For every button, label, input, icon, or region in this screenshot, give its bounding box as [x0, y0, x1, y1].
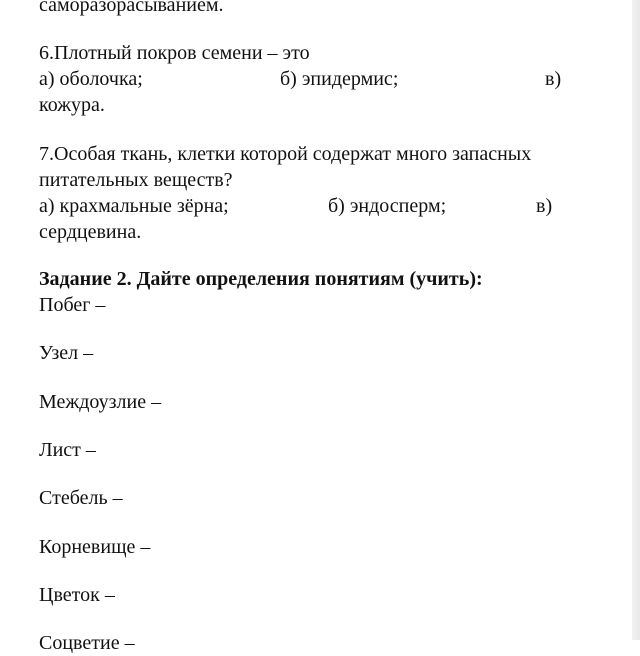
term-stem: Стебель –	[39, 487, 123, 509]
question-7-option-c-marker: в)	[536, 195, 553, 217]
question-6-text: 6.Плотный покров семени – это	[39, 42, 310, 64]
question-6-option-a: а) оболочка;	[39, 68, 143, 90]
term-internode: Междоузлие –	[39, 391, 162, 413]
term-inflorescence: Соцветие –	[39, 632, 135, 654]
question-6-option-c-marker: в)	[545, 68, 562, 90]
question-6-option-c-text: кожура.	[39, 94, 105, 116]
question-7-line-1: 7.Особая ткань, клетки которой содержат много запасных	[39, 143, 532, 165]
term-flower: Цветок –	[39, 584, 115, 606]
question-7-line-2: питательных веществ?	[39, 169, 233, 191]
task-2-heading: Задание 2. Дайте определения понятиям (учить):	[39, 268, 483, 290]
top-fragment-line: саморазорасыванием.	[39, 0, 224, 16]
question-7-option-a: а) крахмальные зёрна;	[39, 195, 229, 217]
question-7-option-b: б) эндосперм;	[328, 195, 447, 217]
term-rhizome: Корневище –	[39, 536, 151, 558]
question-6-option-b: б) эпидермис;	[280, 68, 399, 90]
term-node: Узел –	[39, 342, 94, 364]
question-7-option-c-text: сердцевина.	[39, 221, 142, 243]
page-edge	[632, 0, 640, 640]
term-leaf: Лист –	[39, 439, 96, 461]
term-shoot: Побег –	[39, 294, 106, 316]
